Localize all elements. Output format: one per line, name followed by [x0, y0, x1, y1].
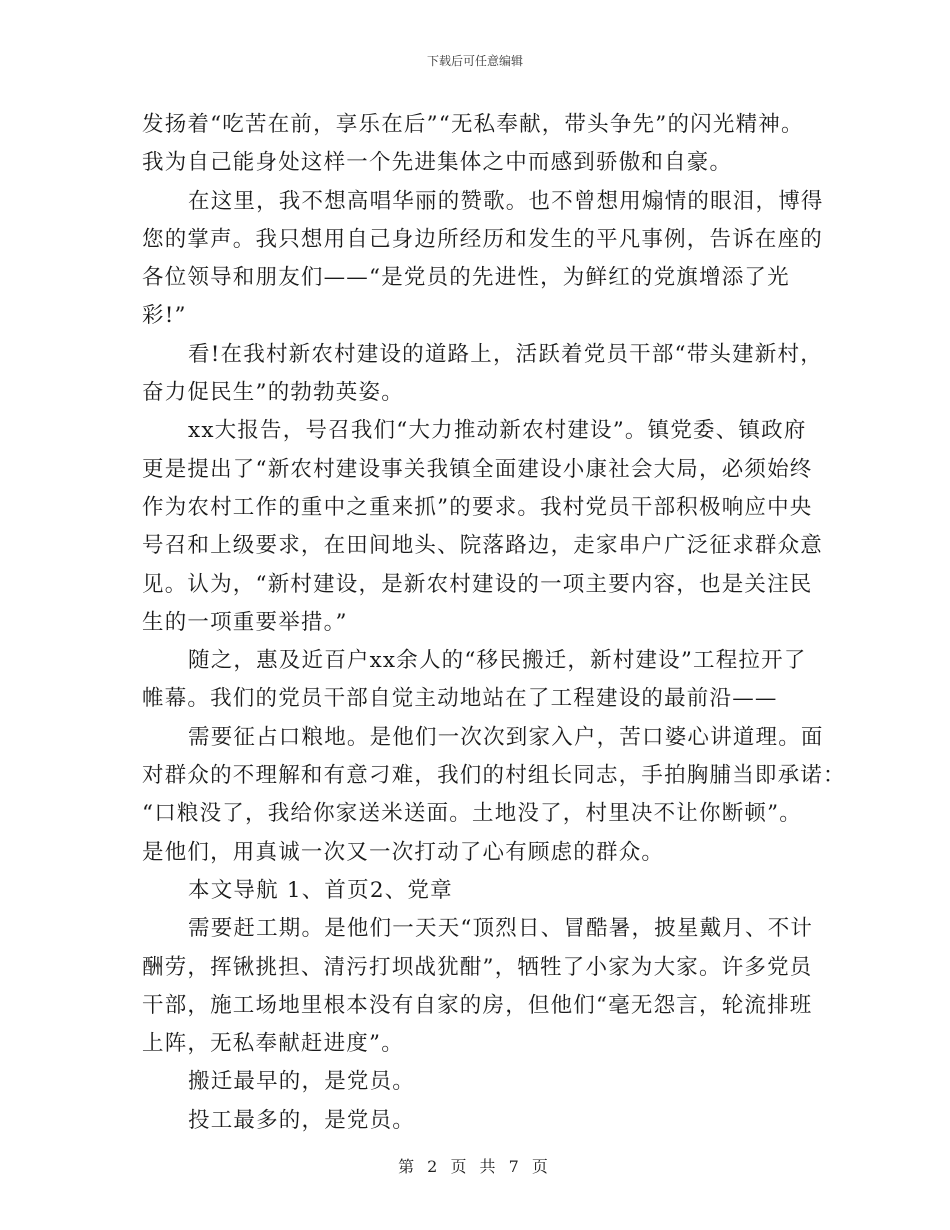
document-body [142, 106, 846, 1140]
text-line: 彩!” [142, 303, 187, 329]
text-line: 干部，施工场地里根本没有自家的房，但他们“毫无怨言，轮流排班 [142, 992, 813, 1018]
text-line: 各位领导和朋友们——“是党员的先进性，为鲜红的党旗增添了光 [142, 265, 790, 291]
paragraph [142, 412, 824, 642]
text-line: 看!在我村新农村建设的道路上，活跃着党员干部“带头建新村， [188, 341, 823, 367]
page-footer: 第 2 页 共 7 页 [398, 1157, 552, 1176]
text-line: 帷幕。我们的党员干部自觉主动地站在了工程建设的最前沿—— [142, 686, 778, 712]
text-line: 随之，惠及近百户xx余人的“移民搬迁，新村建设”工程拉开了 [188, 648, 807, 674]
text-line: 我为自己能身处这样一个先进集体之中而感到骄傲和自豪。 [142, 150, 733, 176]
text-line: xx大报告，号召我们“大力推动新农村建设”。镇党委、镇政府 [188, 418, 807, 444]
text-line: 号召和上级要求，在田间地头、院落路边，走家串户广泛征求群众意 [142, 533, 824, 559]
paragraph [142, 872, 812, 910]
paragraph [142, 719, 846, 872]
text-line: 是他们，用真诚一次又一次打动了心有顾虑的群众。 [142, 839, 665, 865]
paragraph [142, 183, 824, 336]
text-line: 更是提出了“新农村建设事关我镇全面建设小康社会大局，必须始终 [142, 456, 813, 482]
page-header: 下载后可任意编辑 [426, 54, 523, 68]
text-line: 作为农村工作的重中之重来抓”的要求。我村党员干部积极响应中央 [142, 494, 813, 520]
text-line: 投工最多的，是党员。 [188, 1107, 416, 1133]
text-line: 发扬着“吃苦在前，享乐在后”“无私奉献，带头争先”的闪光精神。 [142, 112, 804, 137]
text-line: 需要赶工期。是他们一天天“顶烈日、冒酷暑，披星戴月、不计 [188, 916, 814, 942]
text-line: 在这里，我不想高唱华丽的赞歌。也不曾想用煽情的眼泪，博得 [188, 188, 824, 214]
paragraph [142, 336, 823, 413]
text-line: 本文导航 1、首页2、党章 [188, 877, 453, 903]
paragraph [142, 910, 812, 1063]
text-line: 您的掌声。我只想用自己身边所经历和发生的平凡事例，告诉在座的 [142, 226, 824, 252]
paragraph [142, 642, 812, 719]
text-line: 上阵，无私奉献赶进度”。 [142, 1031, 404, 1057]
text-line: “口粮没了，我给你家送米送面。土地没了，村里决不让你断顿”。 [142, 801, 802, 827]
text-line: 搬迁最早的，是党员。 [188, 1069, 416, 1095]
text-line: 奋力促民生”的勃勃英姿。 [142, 380, 404, 406]
paragraph [142, 1102, 812, 1140]
text-line: 酬劳，挥锹挑担、清污打坝战犹酣”，牺牲了小家为大家。许多党员 [142, 954, 813, 980]
paragraph [142, 1063, 812, 1101]
text-line: 需要征占口粮地。是他们一次次到家入户，苦口婆心讲道理。面 [188, 724, 824, 750]
text-line: 对群众的不理解和有意刁难，我们的村组长同志，手拍胸脯当即承诺： [142, 763, 846, 789]
paragraph [142, 106, 812, 183]
text-line: 见。认为，“新村建设，是新农村建设的一项主要内容，也是关注民 [142, 571, 813, 597]
text-line: 生的一项重要举措。” [142, 609, 348, 635]
